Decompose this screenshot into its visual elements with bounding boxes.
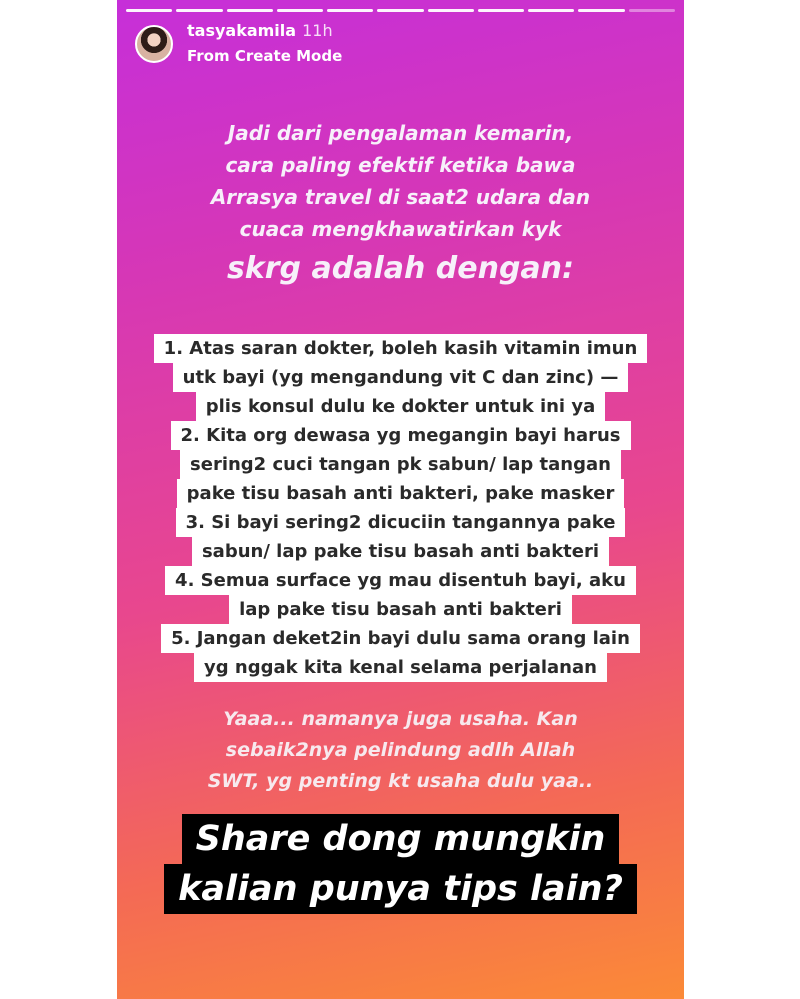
- progress-segment-current: [629, 9, 675, 12]
- username[interactable]: tasyakamila: [187, 21, 297, 40]
- tip-line: lap pake tisu basah anti bakteri: [229, 595, 572, 624]
- progress-segment: [227, 9, 273, 12]
- call-to-action: [117, 814, 684, 914]
- tip-line: 5. Jangan deket2in bayi dulu sama orang lain: [161, 624, 640, 653]
- story-progress-bar: [126, 9, 675, 12]
- progress-segment: [176, 9, 222, 12]
- progress-segment: [126, 9, 172, 12]
- intro-line: Arrasya travel di saat2 udara dan: [210, 185, 591, 209]
- progress-segment: [578, 9, 624, 12]
- intro-line: cuaca mengkhawatirkan kyk: [239, 217, 562, 241]
- outro-line: Yaaa... namanya juga usaha. Kan: [223, 708, 578, 730]
- tip-line: sabun/ lap pake tisu basah anti bakteri: [192, 537, 609, 566]
- progress-segment: [327, 9, 373, 12]
- cta-line: kalian punya tips lain?: [164, 864, 637, 914]
- story-viewer[interactable]: [117, 0, 684, 999]
- intro-line-emphasis: skrg adalah dengan:: [226, 251, 575, 286]
- intro-line: cara paling efektif ketika bawa: [225, 153, 576, 177]
- progress-segment: [478, 9, 524, 12]
- story-meta: [187, 21, 342, 66]
- tip-line: utk bayi (yg mengandung vit C dan zinc) —: [173, 363, 629, 392]
- tip-line: 4. Semua surface yg mau disentuh bayi, aku: [165, 566, 636, 595]
- progress-segment: [377, 9, 423, 12]
- outro-line: sebaik2nya pelindung adlh Allah: [225, 739, 576, 761]
- tip-line: plis konsul dulu ke dokter untuk ini ya: [196, 392, 606, 421]
- tip-line: sering2 cuci tangan pk sabun/ lap tangan: [180, 450, 621, 479]
- cta-line: Share dong mungkin: [182, 814, 620, 864]
- progress-segment: [528, 9, 574, 12]
- tip-line: yg nggak kita kenal selama perjalanan: [194, 653, 607, 682]
- intro-line: Jadi dari pengalaman kemarin,: [227, 121, 574, 145]
- story-subtitle: From Create Mode: [187, 47, 343, 65]
- progress-segment: [428, 9, 474, 12]
- tip-line: 1. Atas saran dokter, boleh kasih vitamin imun: [154, 334, 648, 363]
- progress-segment: [277, 9, 323, 12]
- tips-list: [117, 334, 684, 682]
- avatar[interactable]: [135, 25, 173, 63]
- outro-text: [117, 704, 684, 797]
- tip-line: 3. Si bayi sering2 dicuciin tangannya pake: [176, 508, 626, 537]
- tip-line: 2. Kita org dewasa yg megangin bayi harus: [171, 421, 631, 450]
- intro-text: [117, 117, 684, 291]
- tip-line: pake tisu basah anti bakteri, pake masker: [177, 479, 625, 508]
- outro-line: SWT, yg penting kt usaha dulu yaa..: [207, 770, 594, 792]
- timestamp: 11h: [302, 21, 333, 40]
- story-header: [135, 21, 342, 66]
